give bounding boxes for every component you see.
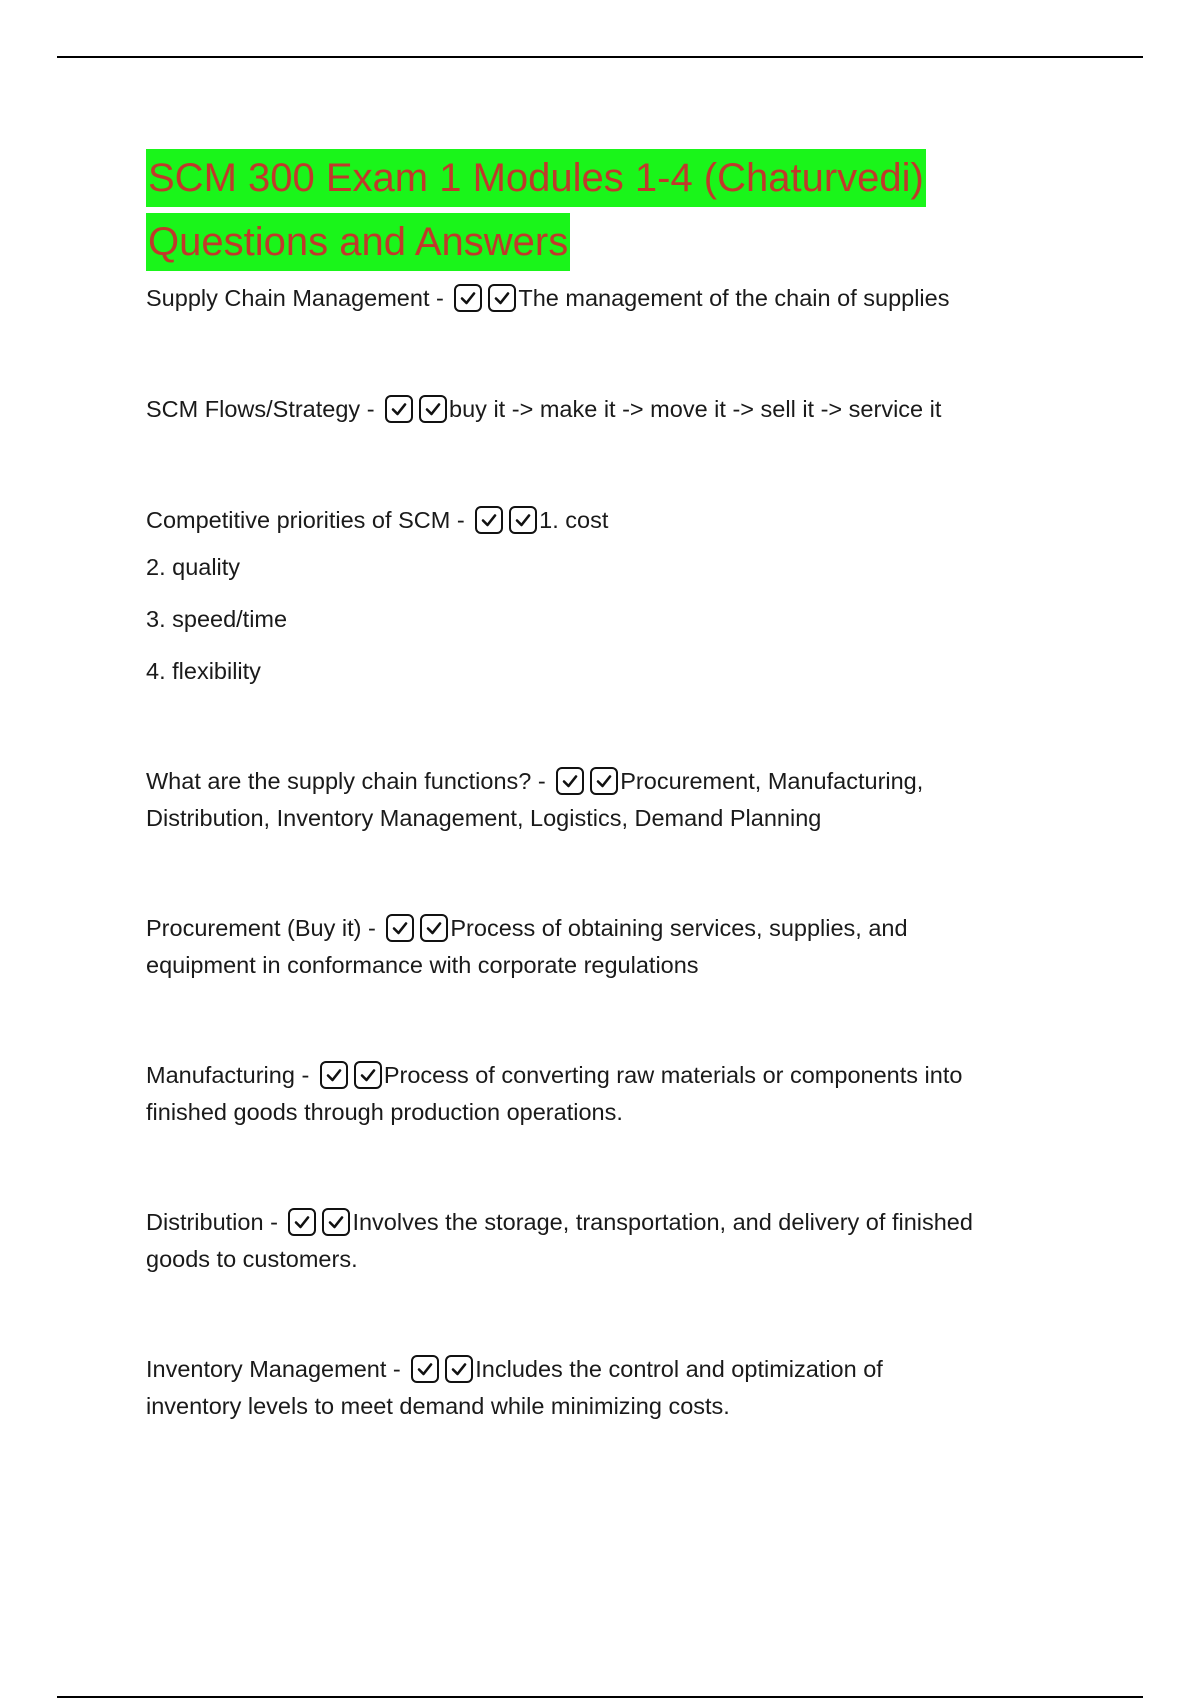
qa-item-supply-chain-functions [146, 763, 1106, 837]
qa-answer: buy it -> make it -> move it -> sell it -> service it [449, 396, 942, 422]
title-line-2: Questions and Answers [146, 213, 570, 271]
answer-marker [454, 284, 516, 312]
checkbox-checked-icon [411, 1355, 439, 1383]
checkbox-checked-icon [475, 506, 503, 534]
qa-term: What are the supply chain functions? - [146, 768, 553, 794]
qa-answer: Includes the control and optimization of [475, 1356, 883, 1382]
qa-term: Inventory Management - [146, 1356, 408, 1382]
checkbox-checked-icon [590, 767, 618, 795]
qa-answer: Process of converting raw materials or components into [383, 1062, 963, 1088]
qa-term: Procurement (Buy it) - [146, 915, 383, 941]
qa-item-distribution [146, 1204, 1106, 1278]
qa-answer: Involves the storage, transportation, and delivery of finished [352, 1209, 973, 1235]
qa-answer-continued: inventory levels to meet demand while minimizing costs. [146, 1393, 730, 1419]
checkbox-checked-icon [419, 395, 447, 423]
qa-answer-continued: goods to customers. [146, 1246, 358, 1272]
checkbox-checked-icon [320, 1061, 348, 1089]
checkbox-checked-icon [556, 767, 584, 795]
qa-term: Competitive priorities of SCM - [146, 507, 472, 533]
qa-item-inventory-management [146, 1351, 1106, 1425]
qa-answer-continued: equipment in conformance with corporate regulations [146, 952, 699, 978]
qa-term: SCM Flows/Strategy - [146, 396, 382, 422]
checkbox-checked-icon [445, 1355, 473, 1383]
checkbox-checked-icon [288, 1208, 316, 1236]
qa-answer-continued: finished goods through production operations. [146, 1099, 623, 1125]
answer-marker [386, 914, 448, 942]
answer-marker [411, 1355, 473, 1383]
answer-marker [385, 395, 447, 423]
title-line-1: SCM 300 Exam 1 Modules 1-4 (Chaturvedi) [146, 149, 926, 207]
checkbox-checked-icon [322, 1208, 350, 1236]
checkbox-checked-icon [354, 1061, 382, 1089]
qa-term: Distribution - [146, 1209, 285, 1235]
header-rule [57, 56, 1143, 58]
footer-rule [57, 1696, 1143, 1698]
qa-answer: The management of the chain of supplies [518, 285, 950, 311]
qa-item-competitive-priorities [146, 502, 1106, 697]
checkbox-checked-icon [488, 284, 516, 312]
qa-item-procurement [146, 910, 1106, 984]
qa-item-supply-chain-management [146, 280, 1106, 317]
document-title [146, 146, 1106, 274]
document-body [146, 146, 1106, 1425]
list-item-speed-time: 3. speed/time [146, 606, 288, 632]
checkbox-checked-icon [385, 395, 413, 423]
qa-term: Manufacturing - [146, 1062, 316, 1088]
checkbox-checked-icon [454, 284, 482, 312]
qa-answer: Procurement, Manufacturing, [620, 768, 924, 794]
answer-marker [288, 1208, 350, 1236]
list-item-flexibility: 4. flexibility [146, 658, 261, 684]
checkbox-checked-icon [420, 914, 448, 942]
qa-answer: 1. cost [539, 507, 609, 533]
answer-marker [475, 506, 537, 534]
checkbox-checked-icon [509, 506, 537, 534]
answer-marker [320, 1061, 382, 1089]
qa-answer-continued: Distribution, Inventory Management, Logistics, Demand Planning [146, 805, 822, 831]
qa-item-scm-flows-strategy [146, 391, 1106, 428]
list-item-quality: 2. quality [146, 554, 241, 580]
qa-item-manufacturing [146, 1057, 1106, 1131]
answer-marker [556, 767, 618, 795]
checkbox-checked-icon [386, 914, 414, 942]
qa-term: Supply Chain Management - [146, 285, 451, 311]
qa-answer: Process of obtaining services, supplies, and [450, 915, 908, 941]
